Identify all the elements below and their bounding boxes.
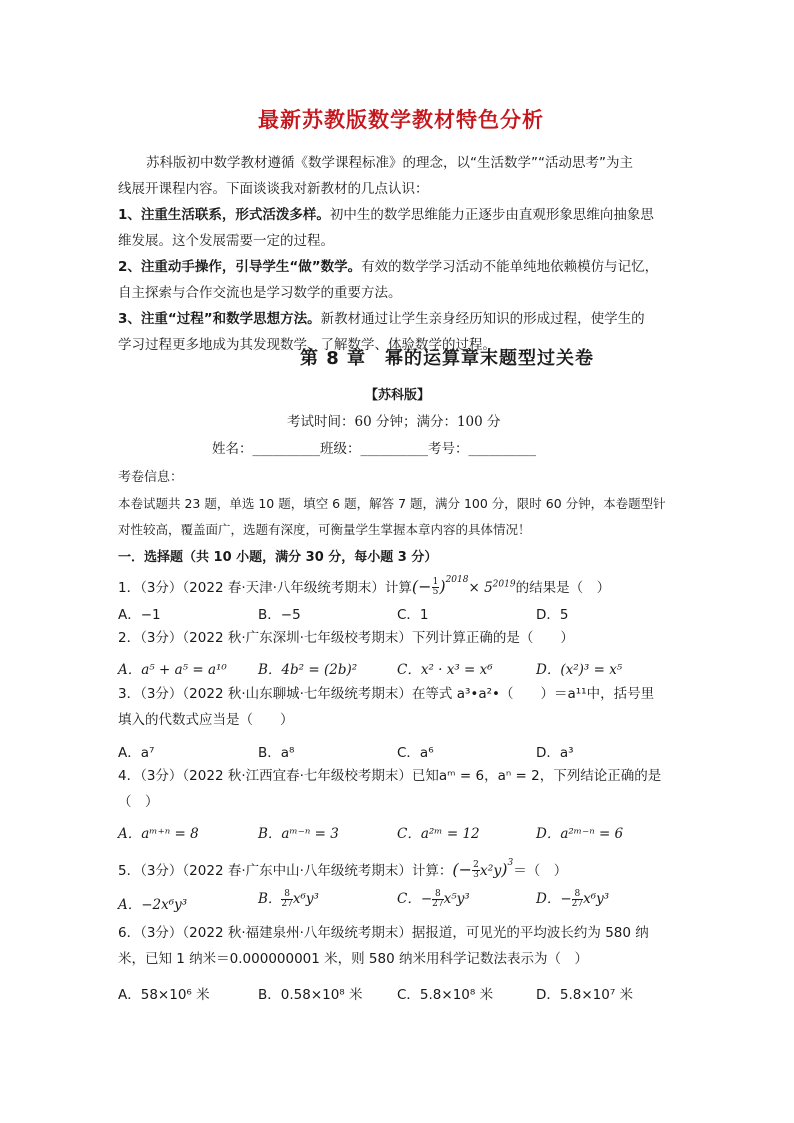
option-label: D．−: [536, 891, 572, 907]
question-3-stem-cont: 填入的代数式应当是（ ）: [118, 712, 294, 728]
intro-line: 线展开课程内容。下面谈谈我对新教材的几点认识：: [118, 181, 429, 197]
question-text: 1．（3分）（2022 春·天津·八年级统考期末）计算: [118, 580, 412, 596]
point-3-cont: 学习过程更多地成为其发现数学、了解数学、体验数学的过程。: [118, 337, 496, 353]
fraction-numerator: 1: [432, 577, 439, 587]
option-label: B．: [258, 891, 282, 907]
point-1-text: 初中生的数学思维能力正逐步由直观形象思维向抽象思: [329, 207, 654, 223]
option-a[interactable]: A．a⁷: [118, 745, 155, 761]
option-a[interactable]: A．aᵐ⁺ⁿ = 8: [118, 826, 199, 842]
exponent: 2019: [492, 579, 516, 590]
option-d[interactable]: D．5: [536, 607, 569, 623]
option-c[interactable]: C．a⁶: [397, 745, 434, 761]
point-2-text: 有效的数学学习活动不能单纯地依赖模仿与记忆，: [361, 259, 659, 275]
option-b[interactable]: B．4b² = (2b)²: [258, 662, 358, 678]
fraction-numerator: 8: [432, 890, 443, 900]
question-2-stem: 2．（3分）（2022 秋·广东深圳·七年级校考期末）下列计算正确的是（ ）: [118, 630, 574, 646]
info-text: 对性较高，覆盖面广，选题有深度，可衡量学生掌握本章内容的具体情况！: [118, 522, 531, 537]
fraction-numerator: 8: [572, 890, 583, 900]
math-expression: (− $\frac{1}{5}$ ): [411, 577, 446, 597]
option-b[interactable]: B．0.58×10⁸ 米: [258, 987, 363, 1003]
point-1-cont: 维发展。这个发展需要一定的过程。: [118, 233, 334, 249]
math-term: × 5: [468, 580, 493, 596]
option-a[interactable]: A．58×10⁶ 米: [118, 987, 210, 1003]
intro-line: 苏科版初中数学教材遵循《数学课程标准》的理念，以“生活数学”“活动思考”为主: [146, 155, 633, 171]
fraction-numerator: 2: [473, 860, 479, 870]
fraction-numerator: 8: [281, 890, 292, 900]
fraction-denominator: 3: [473, 870, 479, 880]
point-3-text: 新教材通过让学生亲身经历知识的形成过程，使学生的: [320, 311, 645, 327]
fraction-denominator: 27: [432, 899, 444, 909]
info-text: 本卷试题共 23 题，单选 10 题，填空 6 题，解答 7 题，满分 100 分，限时 60 分钟，本卷题型针: [118, 496, 666, 511]
option-a[interactable]: A．a⁵ + a⁵ = a¹⁰: [118, 662, 227, 678]
option-d[interactable]: D．a³: [536, 745, 574, 761]
option-label: C．−: [397, 891, 433, 907]
exponent: 2018: [445, 575, 469, 585]
point-2-heading: 2、注重动手操作，引导学生“做”数学。: [118, 259, 362, 275]
point-2: [118, 254, 658, 280]
option-c[interactable]: C．5.8×10⁸ 米: [397, 987, 494, 1003]
exponent: 3: [507, 858, 514, 868]
edition-label: 【苏科版】: [365, 388, 431, 403]
point-1: [118, 202, 654, 228]
question-4-stem-cont: （ ）: [118, 794, 159, 810]
option-d[interactable]: D．5.8×10⁷ 米: [536, 987, 634, 1003]
option-b[interactable]: B．a⁸: [258, 745, 295, 761]
section-title: 一．选择题（共 10 小题，满分 30 分，每小题 3 分）: [118, 550, 438, 565]
option-b[interactable]: B．−5: [258, 607, 301, 623]
math-term: x⁶y³: [292, 891, 319, 907]
math-expression: (− $\frac{2}{3}$ x²y): [452, 860, 508, 880]
math-term: x²y: [479, 863, 502, 879]
document-title: 最新苏教版数学教材特色分析: [258, 108, 544, 132]
math-term: x⁶y³: [583, 891, 610, 907]
student-info-line: 姓名：__________班级：__________考号：__________: [212, 441, 536, 457]
option-c[interactable]: C．1: [397, 607, 429, 623]
point-3: [118, 306, 645, 332]
option-c[interactable]: C．x² · x³ = x⁶: [397, 662, 493, 678]
fraction-denominator: 5: [432, 587, 439, 597]
option-c[interactable]: [397, 887, 470, 909]
question-text: 5．（3分）（2022 春·广东中山·八年级统考期末）计算：: [118, 863, 453, 879]
option-d[interactable]: D．a²ᵐ⁻ⁿ = 6: [536, 826, 624, 842]
option-c[interactable]: C．a²ᵐ = 12: [397, 826, 480, 842]
question-text: ＝（ ）: [513, 863, 568, 879]
info-header: 考卷信息：: [118, 470, 184, 485]
option-a[interactable]: A．−1: [118, 607, 161, 623]
question-3-stem: 3．（3分）（2022 秋·山东聊城·七年级统考期末）在等式 a³•a²•（ ）＝a¹¹中，括号里: [118, 686, 655, 702]
point-3-heading: 3、注重“过程”和数学思想方法。: [118, 311, 321, 327]
question-6-stem: 6．（3分）（2022 秋·福建泉州·八年级统考期末）据报道，可见光的平均波长约为 580 纳: [118, 925, 649, 941]
question-5-stem: [118, 850, 567, 884]
point-1-heading: 1、注重生活联系，形式活泼多样。: [118, 207, 330, 223]
option-d[interactable]: D．(x²)³ = x⁵: [536, 662, 623, 678]
option-b[interactable]: B．aᵐ⁻ⁿ = 3: [258, 826, 339, 842]
question-1-stem: [118, 567, 610, 601]
option-b[interactable]: [258, 887, 319, 909]
question-text: 的结果是（ ）: [515, 580, 611, 596]
math-term: x⁵y³: [443, 891, 470, 907]
chapter-title: 第 8 章 幂的运算章末题型过关卷: [300, 348, 595, 369]
exam-time: 考试时间：60 分钟；满分：100 分: [287, 414, 501, 430]
question-4-stem: 4．（3分）（2022 秋·江西宜春·七年级校考期末）已知aᵐ = 6，aⁿ = 2，下列结论正确的是: [118, 768, 662, 784]
fraction-denominator: 27: [571, 899, 584, 909]
option-d[interactable]: [536, 887, 609, 909]
option-a[interactable]: A．−2x⁶y³: [118, 897, 188, 913]
fraction-denominator: 27: [281, 899, 293, 909]
question-6-stem-cont: 米，已知 1 纳米＝0.000000001 米，则 580 纳米用科学记数法表示为（ ）: [118, 951, 588, 967]
point-2-cont: 自主探索与合作交流也是学习数学的重要方法。: [118, 285, 402, 301]
